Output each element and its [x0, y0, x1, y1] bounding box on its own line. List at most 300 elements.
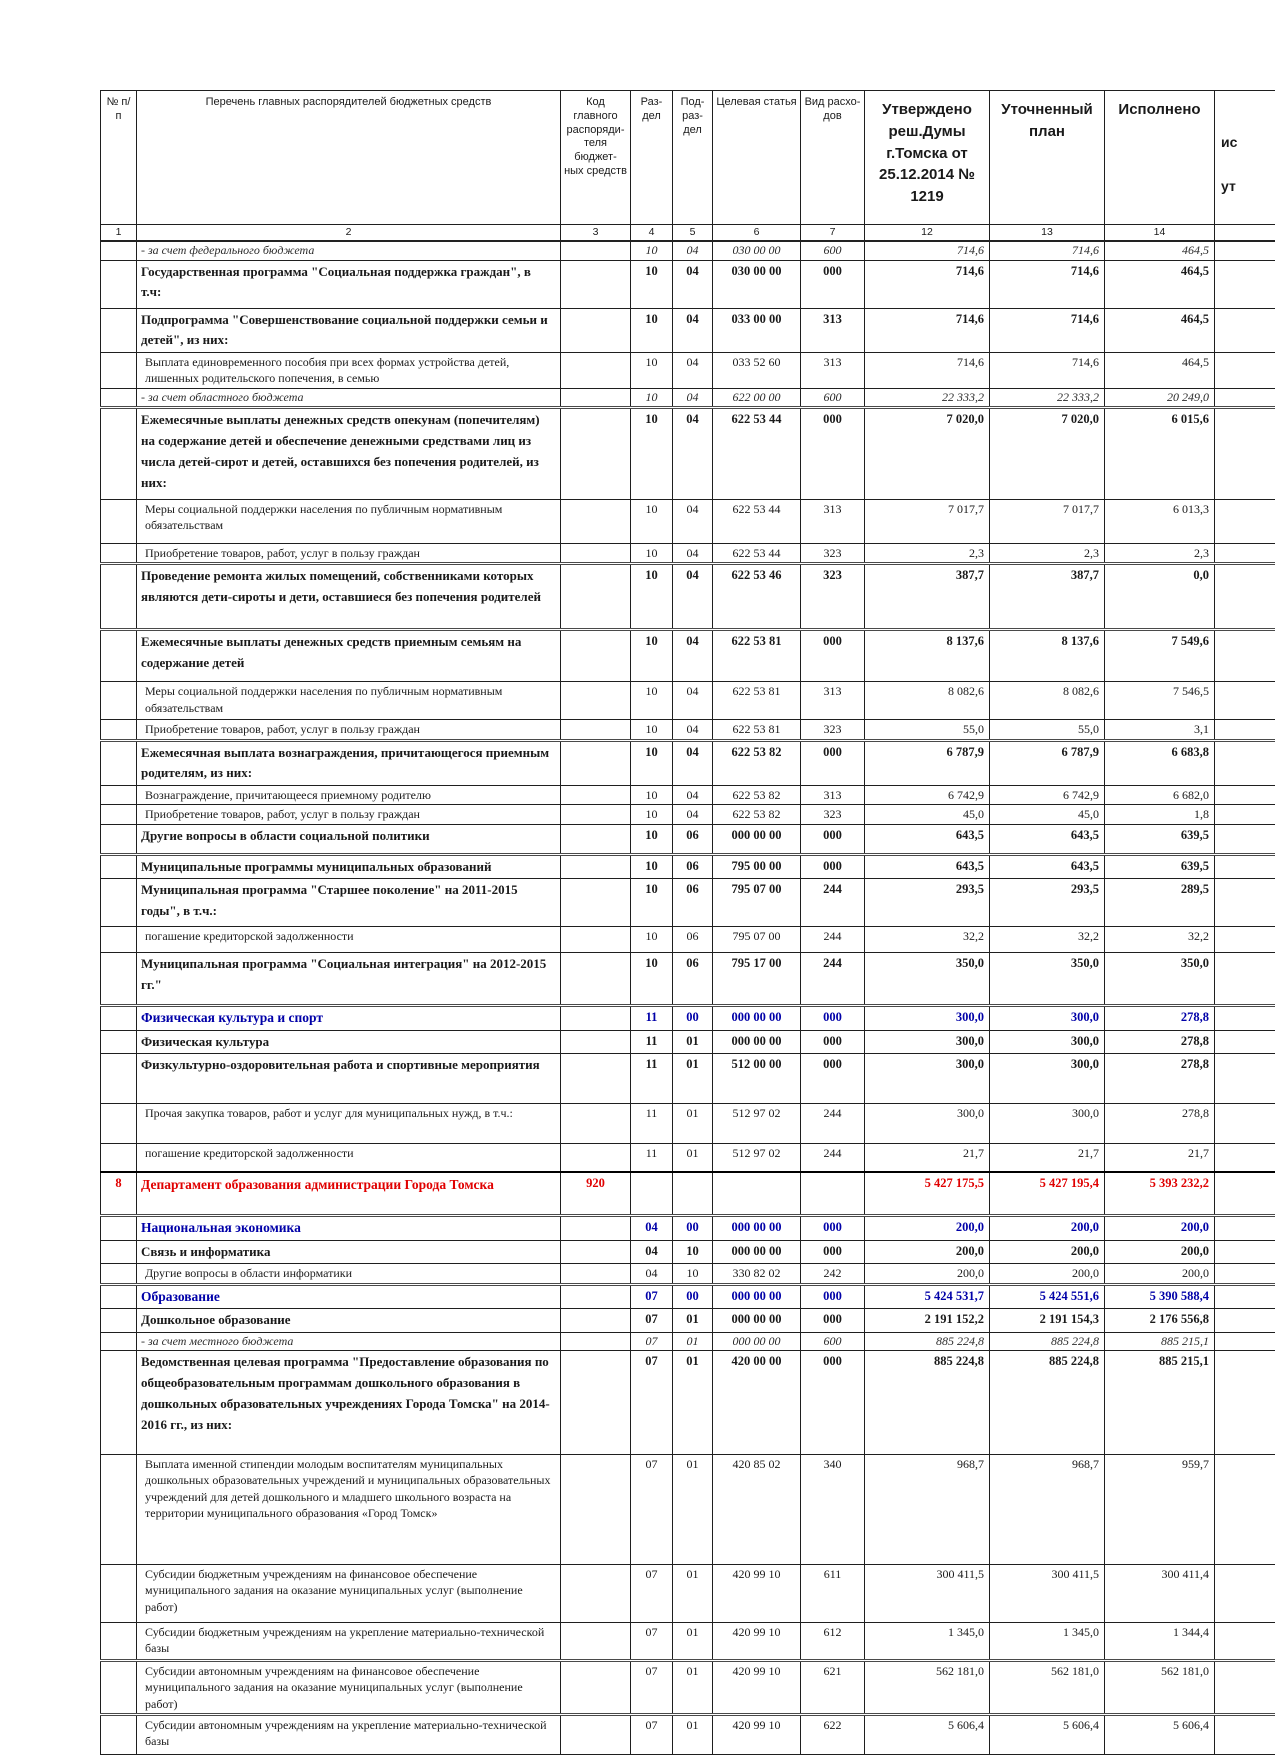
cell-vid-raskhodov: 000 [801, 1284, 865, 1308]
cell-plan: 5 606,4 [990, 1714, 1105, 1754]
table-row [101, 1565, 1275, 1623]
cell-executed: 200,0 [1105, 1264, 1215, 1284]
cell-podrazdel: 00 [673, 1006, 713, 1030]
cell-podrazdel: 01 [673, 1351, 713, 1455]
cell-partial [1215, 1240, 1275, 1264]
table-row [101, 927, 1275, 953]
cell-target-article: 000 00 00 [713, 824, 801, 854]
cell-target-article: 622 53 44 [713, 500, 801, 544]
cell-row-number [101, 241, 137, 260]
cell-podrazdel: 10 [673, 1240, 713, 1264]
cell-razdel: 10 [631, 879, 673, 927]
cell-target-article: 420 85 02 [713, 1455, 801, 1565]
cell-row-number [101, 805, 137, 824]
cell-vid-raskhodov: 622 [801, 1714, 865, 1754]
cell-podrazdel: 01 [673, 1661, 713, 1715]
cell-podrazdel: 01 [673, 1623, 713, 1661]
cell-razdel: 10 [631, 927, 673, 953]
cell-podrazdel: 06 [673, 854, 713, 879]
cell-grbs-code [561, 241, 631, 260]
cell-partial [1215, 805, 1275, 824]
table-row [101, 1054, 1275, 1104]
cell-row-number [101, 1565, 137, 1623]
cell-razdel: 04 [631, 1240, 673, 1264]
cell-razdel: 10 [631, 740, 673, 786]
cell-vid-raskhodov: 000 [801, 740, 865, 786]
cell-grbs-code [561, 1264, 631, 1284]
table-row [101, 388, 1275, 408]
cell-podrazdel: 04 [673, 720, 713, 740]
cell-partial [1215, 544, 1275, 564]
cell-target-article: 622 53 81 [713, 682, 801, 720]
cell-executed: 639,5 [1105, 854, 1215, 879]
table-row [101, 1332, 1275, 1351]
cell-grbs-code [561, 1661, 631, 1715]
cell-approved: 2,3 [865, 544, 990, 564]
cell-plan: 643,5 [990, 824, 1105, 854]
cell-podrazdel: 01 [673, 1714, 713, 1754]
cell-grbs-code [561, 824, 631, 854]
cell-plan: 293,5 [990, 879, 1105, 927]
cell-razdel: 07 [631, 1623, 673, 1661]
cell-plan: 714,6 [990, 260, 1105, 308]
cell-vid-raskhodov: 600 [801, 388, 865, 408]
cell-row-number [101, 1006, 137, 1030]
budget-report-sheet [100, 90, 1275, 1755]
cell-plan: 714,6 [990, 241, 1105, 260]
cell-grbs-code [561, 786, 631, 805]
cell-row-number [101, 1104, 137, 1144]
cell-item-name: Приобретение товаров, работ, услуг в пользу граждан [137, 720, 561, 740]
cell-target-article: 000 00 00 [713, 1006, 801, 1030]
cell-vid-raskhodov: 000 [801, 260, 865, 308]
cell-row-number [101, 1144, 137, 1172]
cell-podrazdel: 06 [673, 953, 713, 1006]
cell-executed: 464,5 [1105, 353, 1215, 388]
cell-approved: 200,0 [865, 1240, 990, 1264]
cell-podrazdel: 00 [673, 1284, 713, 1308]
cell-razdel: 10 [631, 854, 673, 879]
table-row [101, 824, 1275, 854]
cell-plan: 21,7 [990, 1144, 1105, 1172]
cell-grbs-code [561, 1284, 631, 1308]
cell-target-article: 795 17 00 [713, 953, 801, 1006]
cell-partial [1215, 353, 1275, 388]
cell-partial [1215, 824, 1275, 854]
cell-grbs-code [561, 953, 631, 1006]
cell-partial [1215, 879, 1275, 927]
cell-podrazdel: 04 [673, 308, 713, 353]
column-number-cell: 7 [801, 225, 865, 242]
cell-approved: 643,5 [865, 824, 990, 854]
cell-target-article: 622 53 46 [713, 564, 801, 630]
cell-target-article: 622 53 82 [713, 740, 801, 786]
cell-approved: 643,5 [865, 854, 990, 879]
cell-item-name: Ведомственная целевая программа "Предоставление образования по общеобразовательным программам дошкольного образования в дошкольных образовательных учреждениях Города Томска" на 2014-2016 гг., из них: [137, 1351, 561, 1455]
cell-grbs-code: 920 [561, 1172, 631, 1216]
cell-razdel: 04 [631, 1264, 673, 1284]
cell-grbs-code [561, 1240, 631, 1264]
cell-executed: 5 606,4 [1105, 1714, 1215, 1754]
cell-partial [1215, 1006, 1275, 1030]
cell-grbs-code [561, 720, 631, 740]
column-number-cell: 3 [561, 225, 631, 242]
table-row [101, 1104, 1275, 1144]
cell-approved: 2 191 152,2 [865, 1308, 990, 1332]
cell-vid-raskhodov: 611 [801, 1565, 865, 1623]
header-partial-column [1215, 91, 1275, 225]
cell-partial [1215, 408, 1275, 500]
cell-item-name: Вознаграждение, причитающееся приемному родителю [137, 786, 561, 805]
cell-item-name: Субсидии бюджетным учреждениям на укрепление материально-технической базы [137, 1623, 561, 1661]
cell-row-number [101, 388, 137, 408]
cell-item-name: Другие вопросы в области социальной политики [137, 824, 561, 854]
cell-grbs-code [561, 927, 631, 953]
cell-vid-raskhodov: 000 [801, 824, 865, 854]
cell-grbs-code [561, 308, 631, 353]
cell-grbs-code [561, 564, 631, 630]
cell-executed: 5 390 588,4 [1105, 1284, 1215, 1308]
cell-executed: 7 549,6 [1105, 630, 1215, 682]
cell-podrazdel: 04 [673, 241, 713, 260]
cell-plan: 55,0 [990, 720, 1105, 740]
cell-razdel: 07 [631, 1455, 673, 1565]
cell-grbs-code [561, 1332, 631, 1351]
cell-approved: 6 742,9 [865, 786, 990, 805]
cell-row-number [101, 740, 137, 786]
cell-executed: 464,5 [1105, 308, 1215, 353]
cell-approved: 300,0 [865, 1030, 990, 1054]
cell-target-article: 795 07 00 [713, 927, 801, 953]
cell-item-name: Департамент образования администрации Города Томска [137, 1172, 561, 1216]
cell-target-article: 000 00 00 [713, 1216, 801, 1240]
cell-podrazdel: 06 [673, 824, 713, 854]
cell-item-name: Подпрограмма "Совершенствование социальной поддержки семьи и детей", из них: [137, 308, 561, 353]
cell-grbs-code [561, 260, 631, 308]
cell-vid-raskhodov: 600 [801, 241, 865, 260]
cell-partial [1215, 1623, 1275, 1661]
cell-grbs-code [561, 740, 631, 786]
cell-podrazdel: 04 [673, 786, 713, 805]
cell-item-name: Ежемесячные выплаты денежных средств опекунам (попечителям) на содержание детей и обеспечение денежными средствами лиц из числа детей-сирот и детей, оставшихся без попечения родителей, из них: [137, 408, 561, 500]
cell-razdel: 10 [631, 564, 673, 630]
cell-executed: 21,7 [1105, 1144, 1215, 1172]
cell-partial [1215, 682, 1275, 720]
cell-row-number [101, 1216, 137, 1240]
cell-podrazdel: 06 [673, 927, 713, 953]
cell-row-number [101, 786, 137, 805]
cell-vid-raskhodov: 313 [801, 682, 865, 720]
cell-partial [1215, 1565, 1275, 1623]
cell-item-name: Ежемесячная выплата вознаграждения, причитающегося приемным родителям, из них: [137, 740, 561, 786]
cell-grbs-code [561, 630, 631, 682]
cell-partial [1215, 630, 1275, 682]
cell-row-number [101, 1264, 137, 1284]
cell-plan: 300,0 [990, 1104, 1105, 1144]
cell-razdel: 07 [631, 1308, 673, 1332]
cell-approved: 7 017,7 [865, 500, 990, 544]
cell-approved: 5 427 175,5 [865, 1172, 990, 1216]
cell-target-article: 420 99 10 [713, 1661, 801, 1715]
cell-plan: 7 020,0 [990, 408, 1105, 500]
cell-approved: 7 020,0 [865, 408, 990, 500]
cell-item-name: Муниципальные программы муниципальных образований [137, 854, 561, 879]
table-row [101, 408, 1275, 500]
cell-plan: 885 224,8 [990, 1332, 1105, 1351]
cell-plan: 200,0 [990, 1264, 1105, 1284]
cell-approved: 1 345,0 [865, 1623, 990, 1661]
cell-plan: 5 427 195,4 [990, 1172, 1105, 1216]
cell-executed: 5 393 232,2 [1105, 1172, 1215, 1216]
cell-row-number [101, 854, 137, 879]
cell-grbs-code [561, 1308, 631, 1332]
cell-partial [1215, 564, 1275, 630]
cell-grbs-code [561, 1104, 631, 1144]
cell-partial [1215, 1332, 1275, 1351]
header-code: Код главного распоряди- теля бюджет- ных средств [561, 91, 631, 225]
cell-razdel: 10 [631, 308, 673, 353]
column-number-cell: 12 [865, 225, 990, 242]
cell-executed: 20 249,0 [1105, 388, 1215, 408]
cell-grbs-code [561, 1565, 631, 1623]
cell-target-article: 795 00 00 [713, 854, 801, 879]
header-executed: Исполнено [1105, 91, 1215, 225]
cell-approved: 22 333,2 [865, 388, 990, 408]
cell-row-number [101, 1623, 137, 1661]
cell-plan: 300,0 [990, 1054, 1105, 1104]
header-num: № п/п [101, 91, 137, 225]
cell-grbs-code [561, 879, 631, 927]
table-row [101, 879, 1275, 927]
cell-grbs-code [561, 1054, 631, 1104]
cell-executed: 0,0 [1105, 564, 1215, 630]
table-row [101, 720, 1275, 740]
cell-partial [1215, 1104, 1275, 1144]
cell-executed: 6 683,8 [1105, 740, 1215, 786]
cell-executed: 2,3 [1105, 544, 1215, 564]
cell-razdel: 10 [631, 544, 673, 564]
cell-razdel: 10 [631, 786, 673, 805]
cell-podrazdel: 04 [673, 805, 713, 824]
cell-vid-raskhodov: 340 [801, 1455, 865, 1565]
header-approved: Утверждено реш.Думы г.Томска от 25.12.2014 № 1219 [865, 91, 990, 225]
cell-grbs-code [561, 500, 631, 544]
cell-row-number [101, 682, 137, 720]
cell-partial [1215, 1455, 1275, 1565]
cell-grbs-code [561, 682, 631, 720]
cell-item-name: - за счет местного бюджета [137, 1332, 561, 1351]
cell-target-article: 000 00 00 [713, 1240, 801, 1264]
cell-row-number [101, 1308, 137, 1332]
cell-executed: 464,5 [1105, 241, 1215, 260]
cell-podrazdel: 01 [673, 1565, 713, 1623]
cell-plan: 643,5 [990, 854, 1105, 879]
cell-podrazdel: 04 [673, 740, 713, 786]
cell-plan: 200,0 [990, 1216, 1105, 1240]
cell-approved: 300 411,5 [865, 1565, 990, 1623]
cell-row-number [101, 1455, 137, 1565]
cell-approved: 300,0 [865, 1054, 990, 1104]
cell-partial [1215, 740, 1275, 786]
cell-podrazdel: 01 [673, 1144, 713, 1172]
table-row [101, 353, 1275, 388]
cell-executed: 3,1 [1105, 720, 1215, 740]
cell-approved: 8 082,6 [865, 682, 990, 720]
cell-plan: 300 411,5 [990, 1565, 1105, 1623]
cell-vid-raskhodov: 313 [801, 353, 865, 388]
cell-partial [1215, 241, 1275, 260]
column-number-cell: 1 [101, 225, 137, 242]
cell-vid-raskhodov: 000 [801, 630, 865, 682]
cell-vid-raskhodov: 621 [801, 1661, 865, 1715]
cell-razdel: 10 [631, 805, 673, 824]
cell-partial [1215, 854, 1275, 879]
cell-executed: 885 215,1 [1105, 1332, 1215, 1351]
table-row [101, 241, 1275, 260]
cell-item-name: Дошкольное образование [137, 1308, 561, 1332]
cell-row-number [101, 953, 137, 1006]
cell-target-article: 033 00 00 [713, 308, 801, 353]
table-header [101, 91, 1275, 242]
table-row [101, 260, 1275, 308]
cell-item-name: Физическая культура и спорт [137, 1006, 561, 1030]
cell-item-name: Национальная экономика [137, 1216, 561, 1240]
table-row [101, 953, 1275, 1006]
cell-approved: 5 424 531,7 [865, 1284, 990, 1308]
cell-target-article: 512 97 02 [713, 1104, 801, 1144]
cell-razdel: 07 [631, 1565, 673, 1623]
cell-executed: 300 411,4 [1105, 1565, 1215, 1623]
cell-item-name: Образование [137, 1284, 561, 1308]
cell-vid-raskhodov: 323 [801, 544, 865, 564]
cell-vid-raskhodov: 313 [801, 308, 865, 353]
cell-approved: 45,0 [865, 805, 990, 824]
cell-podrazdel: 04 [673, 353, 713, 388]
cell-item-name: Субсидии автономным учреждениям на финансовое обеспечение муниципального задания на оказание муниципальных услуг (выполнение работ) [137, 1661, 561, 1715]
table-row [101, 740, 1275, 786]
cell-grbs-code [561, 1006, 631, 1030]
cell-target-article: 622 00 00 [713, 388, 801, 408]
cell-partial [1215, 1144, 1275, 1172]
table-row [101, 500, 1275, 544]
cell-executed: 639,5 [1105, 824, 1215, 854]
cell-approved: 562 181,0 [865, 1661, 990, 1715]
cell-item-name: - за счет федерального бюджета [137, 241, 561, 260]
cell-approved: 32,2 [865, 927, 990, 953]
cell-razdel: 10 [631, 720, 673, 740]
table-row [101, 1216, 1275, 1240]
cell-approved: 55,0 [865, 720, 990, 740]
cell-executed: 350,0 [1105, 953, 1215, 1006]
cell-plan: 8 137,6 [990, 630, 1105, 682]
cell-row-number [101, 630, 137, 682]
cell-partial [1215, 1351, 1275, 1455]
cell-item-name: Муниципальная программа "Старшее поколение" на 2011-2015 годы", в т.ч.: [137, 879, 561, 927]
cell-target-article: 622 53 81 [713, 720, 801, 740]
cell-item-name: Субсидии автономным учреждениям на укрепление материально-технической базы [137, 1714, 561, 1754]
cell-executed: 464,5 [1105, 260, 1215, 308]
cell-podrazdel: 04 [673, 564, 713, 630]
cell-target-article: 622 53 44 [713, 408, 801, 500]
cell-podrazdel: 04 [673, 630, 713, 682]
cell-partial [1215, 1216, 1275, 1240]
cell-executed: 200,0 [1105, 1240, 1215, 1264]
cell-vid-raskhodov: 244 [801, 1104, 865, 1144]
cell-grbs-code [561, 1623, 631, 1661]
header-plan: Уточненный план [990, 91, 1105, 225]
cell-plan: 1 345,0 [990, 1623, 1105, 1661]
cell-podrazdel: 01 [673, 1308, 713, 1332]
cell-partial [1215, 260, 1275, 308]
cell-target-article: 622 53 82 [713, 805, 801, 824]
cell-executed: 278,8 [1105, 1054, 1215, 1104]
cell-podrazdel: 10 [673, 1264, 713, 1284]
cell-approved: 293,5 [865, 879, 990, 927]
cell-razdel: 07 [631, 1661, 673, 1715]
column-number-cell: 5 [673, 225, 713, 242]
cell-razdel: 07 [631, 1284, 673, 1308]
cell-plan: 7 017,7 [990, 500, 1105, 544]
cell-plan: 350,0 [990, 953, 1105, 1006]
cell-plan: 714,6 [990, 353, 1105, 388]
cell-partial [1215, 388, 1275, 408]
cell-item-name: Ежемесячные выплаты денежных средств приемным семьям на содержание детей [137, 630, 561, 682]
table-row [101, 1455, 1275, 1565]
cell-item-name: Приобретение товаров, работ, услуг в пользу граждан [137, 544, 561, 564]
cell-plan: 300,0 [990, 1030, 1105, 1054]
column-number-cell: 4 [631, 225, 673, 242]
cell-razdel: 04 [631, 1216, 673, 1240]
table-row [101, 1172, 1275, 1216]
cell-razdel: 10 [631, 500, 673, 544]
cell-podrazdel: 04 [673, 408, 713, 500]
cell-executed: 6 015,6 [1105, 408, 1215, 500]
cell-target-article: 030 00 00 [713, 241, 801, 260]
cell-approved: 300,0 [865, 1104, 990, 1144]
cell-vid-raskhodov: 313 [801, 500, 865, 544]
cell-partial [1215, 308, 1275, 353]
cell-approved: 714,6 [865, 260, 990, 308]
table-row [101, 682, 1275, 720]
cell-row-number [101, 564, 137, 630]
cell-partial [1215, 500, 1275, 544]
cell-vid-raskhodov: 323 [801, 720, 865, 740]
cell-podrazdel: 04 [673, 388, 713, 408]
cell-razdel: 07 [631, 1332, 673, 1351]
cell-vid-raskhodov: 000 [801, 1351, 865, 1455]
cell-grbs-code [561, 1030, 631, 1054]
header-target-article: Целевая статья [713, 91, 801, 225]
cell-item-name: Меры социальной поддержки населения по публичным нормативным обязательствам [137, 682, 561, 720]
cell-razdel: 10 [631, 353, 673, 388]
cell-row-number [101, 1030, 137, 1054]
cell-partial [1215, 1030, 1275, 1054]
cell-item-name: погашение кредиторской задолженности [137, 1144, 561, 1172]
table-row [101, 564, 1275, 630]
cell-executed: 562 181,0 [1105, 1661, 1215, 1715]
cell-executed: 32,2 [1105, 927, 1215, 953]
cell-target-article: 000 00 00 [713, 1332, 801, 1351]
cell-podrazdel: 01 [673, 1332, 713, 1351]
cell-partial [1215, 786, 1275, 805]
cell-executed: 2 176 556,8 [1105, 1308, 1215, 1332]
cell-approved: 968,7 [865, 1455, 990, 1565]
cell-vid-raskhodov: 000 [801, 1030, 865, 1054]
cell-razdel: 10 [631, 408, 673, 500]
cell-razdel: 07 [631, 1351, 673, 1455]
cell-item-name: Физическая культура [137, 1030, 561, 1054]
cell-approved: 5 606,4 [865, 1714, 990, 1754]
